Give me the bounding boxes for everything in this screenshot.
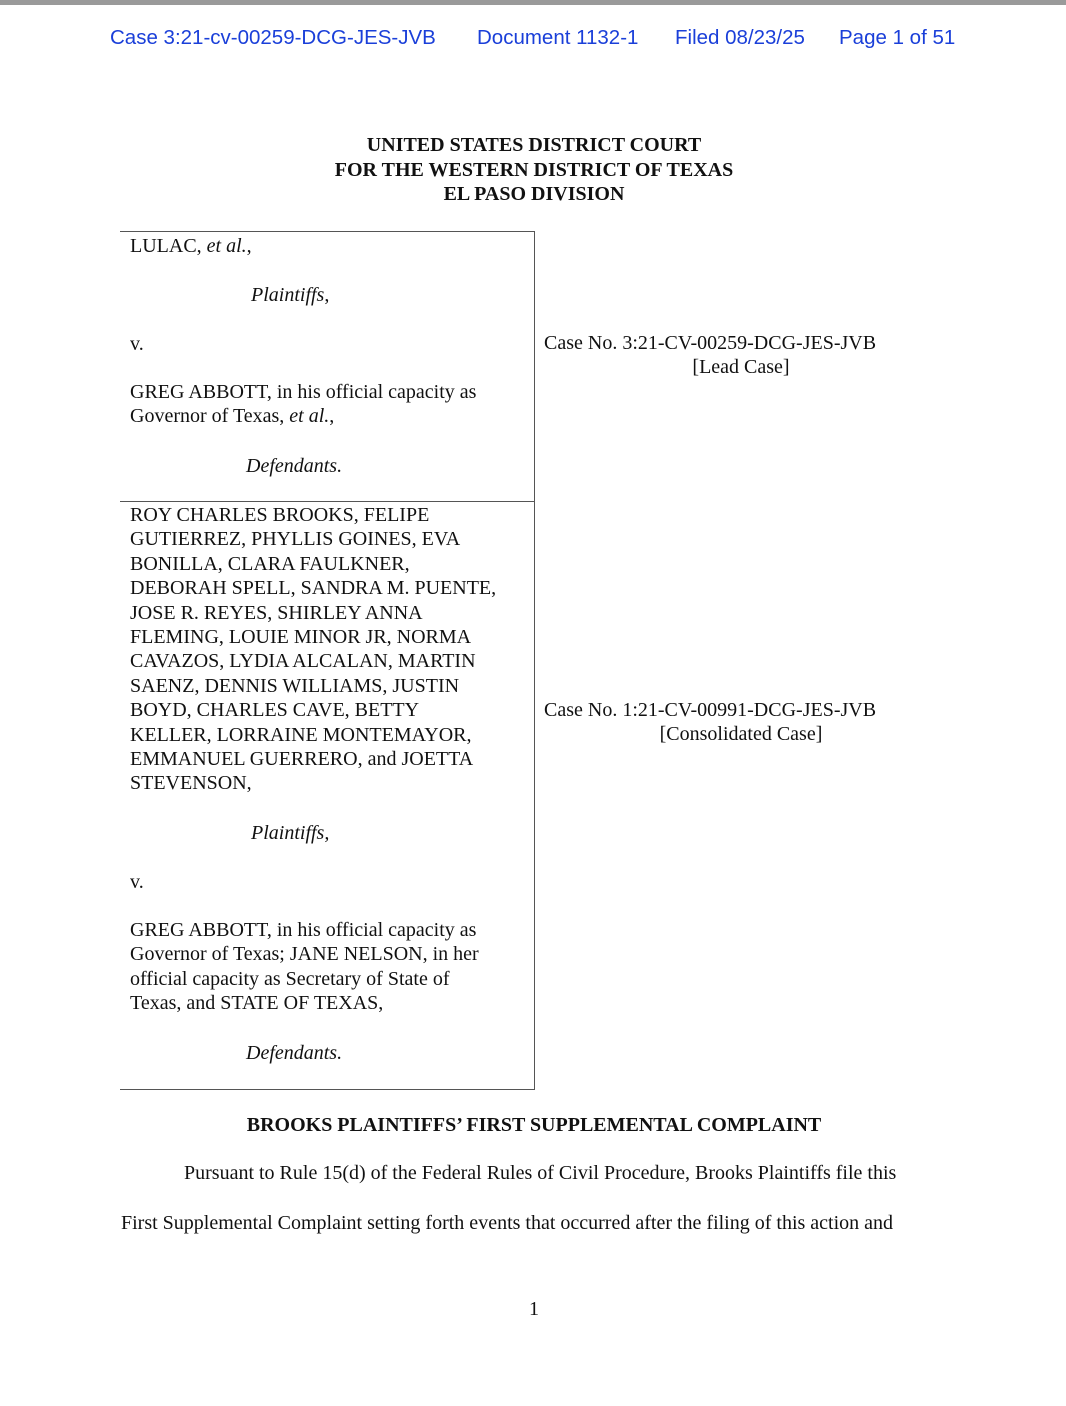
document-title: BROOKS PLAINTIFFS’ FIRST SUPPLEMENTAL COMPLAINT xyxy=(246,1114,822,1136)
plaintiffs-label: Plaintiffs, xyxy=(251,822,330,844)
caption-divider xyxy=(120,501,534,502)
versus: v. xyxy=(130,871,144,893)
filed-date-header: Filed 08/23/25 xyxy=(675,26,805,49)
plaintiff-line: KELLER, LORRAINE MONTEMAYOR, xyxy=(130,723,472,746)
page-number: 1 xyxy=(529,1298,539,1320)
body-text-line: First Supplemental Complaint setting forth events that occurred after the filing of this action and xyxy=(121,1212,894,1234)
plaintiff-line: STEVENSON, xyxy=(130,772,252,795)
defendant-line: Governor of Texas; JANE NELSON, in her xyxy=(130,943,479,966)
plaintiff-line: FLEMING, LOUIE MINOR JR, NORMA xyxy=(130,626,472,649)
plaintiff-line: CAVAZOS, LYDIA ALCALAN, MARTIN xyxy=(130,650,476,673)
defendant-line: GREG ABBOTT, in his official capacity as xyxy=(130,919,477,941)
defendants-label: Defendants. xyxy=(246,1042,343,1064)
plaintiff-line: GUTIERREZ, PHYLLIS GOINES, EVA xyxy=(130,528,461,551)
defendant-line: Texas, and STATE OF TEXAS, xyxy=(130,992,384,1015)
case-caption-box xyxy=(120,231,535,1090)
case-number-header: Case 3:21-cv-00259-DCG-JES-JVB xyxy=(110,26,436,49)
plaintiff-line: JOSE R. REYES, SHIRLEY ANNA xyxy=(130,601,423,624)
lead-case-label: [Lead Case] xyxy=(692,356,790,378)
defendant-line: official capacity as Secretary of State of xyxy=(130,967,450,990)
brooks-plaintiffs-list xyxy=(130,503,496,796)
defendants-label: Defendants. xyxy=(246,455,343,477)
page-count-header: Page 1 of 51 xyxy=(839,26,956,49)
document-number-header: Document 1132-1 xyxy=(477,26,639,49)
defendant-line: Governor of Texas, et al., xyxy=(130,405,335,427)
plaintiffs-label: Plaintiffs, xyxy=(251,284,330,306)
plaintiff-line: ROY CHARLES BROOKS, FELIPE xyxy=(130,504,430,526)
brooks-defendants-list xyxy=(130,918,479,1016)
defendant-line: GREG ABBOTT, in his official capacity as xyxy=(130,381,477,403)
plaintiff-line: BONILLA, CLARA FAULKNER, xyxy=(130,552,410,575)
plaintiff-line: SAENZ, DENNIS WILLIAMS, JUSTIN xyxy=(130,674,460,697)
court-name: UNITED STATES DISTRICT COURT xyxy=(366,134,702,156)
lead-plaintiff: LULAC, et al., xyxy=(130,235,252,257)
plaintiff-line: BOYD, CHARLES CAVE, BETTY xyxy=(130,699,420,722)
lead-case-number: Case No. 3:21-CV-00259-DCG-JES-JVB [Lead Case] xyxy=(544,331,904,379)
body-text-line: Pursuant to Rule 15(d) of the Federal Rules of Civil Procedure, Brooks Plaintiffs file this xyxy=(184,1162,897,1184)
top-rule xyxy=(0,0,1066,5)
plaintiff-line: DEBORAH SPELL, SANDRA M. PUENTE, xyxy=(130,577,497,600)
court-heading xyxy=(0,133,1066,207)
plaintiff-line: EMMANUEL GUERRERO, and JOETTA xyxy=(130,748,474,771)
versus: v. xyxy=(130,333,144,355)
consolidated-case-number: Case No. 1:21-CV-00991-DCG-JES-JVB [Consolidated Case] xyxy=(544,698,904,746)
consolidated-case-label: [Consolidated Case] xyxy=(659,723,823,745)
court-division: EL PASO DIVISION xyxy=(443,183,625,205)
court-district: FOR THE WESTERN DISTRICT OF TEXAS xyxy=(334,158,734,181)
